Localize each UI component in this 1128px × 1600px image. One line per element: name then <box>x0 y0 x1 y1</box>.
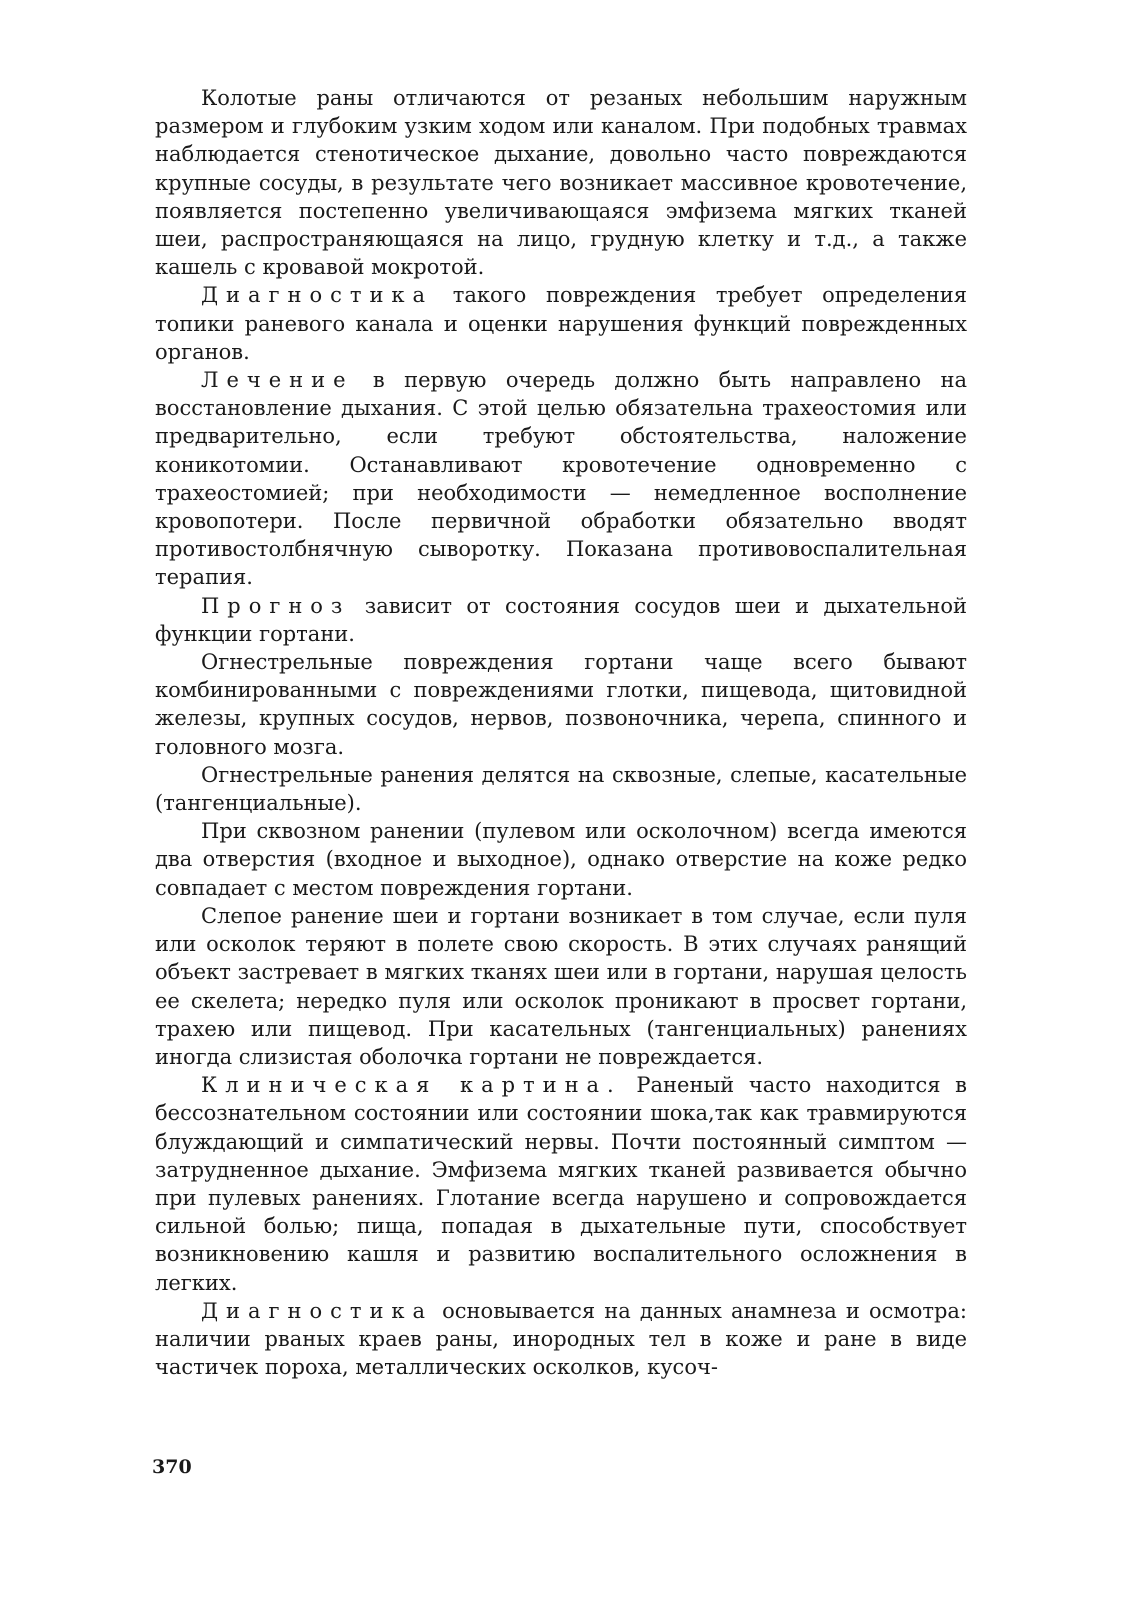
paragraph-text: Раненый часто находится в бессознательном состоянии или состоянии шока,так как травмируются блуждающий и симпатический нервы. Почти постоянный симптом — затрудненное дыхание. Эмфизема мягких тканей развивается обычно при пулевых ранениях. Глотание всегда нарушено и сопровождается сильной болью; пища, попадая в дыхательные пути, способствует возникновению кашля и развитию воспалительного осложнения в легких. <box>155 1073 967 1295</box>
paragraph-text: Слепое ранение шеи и гортани возникает в том случае, если пуля или осколок теряют в полете свою скорость. В этих случаях ранящий объект застревает в мягких тканях шеи или в гортани, нарушая целость ее скелета; нередко пуля или осколок проникают в просвет гортани, трахею или пищевод. При касательных (тангенциальных) ранениях иногда слизистая оболочка гортани не повреждается. <box>155 903 967 1069</box>
paragraph-text: зависит от состояния сосудов шеи и дыхательной функции гортани. <box>155 593 967 646</box>
paragraph-through-wound <box>155 817 967 902</box>
paragraph-text: в первую очередь должно быть направлено на восстановление дыхания. С этой целью обязательна трахеостомия или предварительно, если требуют обстоятельства, наложение коникотомии. Останавливают кровотечение одновременно с трахеостомией; при необходимости — немедленное восполнение кровопотери. После первичной обработки обязательно вводят противостолбнячную сыворотку. Показана противовоспалительная терапия. <box>155 368 967 590</box>
paragraph-diagnostics <box>155 281 967 366</box>
section-lead-prognosis: Прогноз <box>201 593 351 618</box>
paragraph-diagnostics-gunshot <box>155 1297 967 1382</box>
paragraph-gunshot-injuries <box>155 648 967 761</box>
paragraph-text: Колотые раны отличаются от резаных небольшим наружным размером и глубоким узким ходом или каналом. При подобных травмах наблюдается стенотическое дыхание, довольно часто повреждаются крупные сосуды, в результате чего возникает массивное кровотечение, появляется постепенно увеличивающаяся эмфизема мягких тканей шеи, распространяющаяся на лицо, грудную клетку и т.д., а также кашель с кровавой мокротой. <box>155 86 967 280</box>
paragraph-text: основывается на данных анамнеза и осмотра: наличии рваных краев раны, инородных тел в коже и ране в виде частичек пороха, металлических осколков, кусоч- <box>155 1298 967 1380</box>
page-body <box>155 84 967 1381</box>
paragraph-text: При сквозном ранении (пулевом или осколочном) всегда имеются два отверстия (входное и выходное), однако отверстие на коже редко совпадает с местом повреждения гортани. <box>155 819 967 900</box>
paragraph-text: Огнестрельные повреждения гортани чаще всего бывают комбинированными с повреждениями глотки, пищевода, щитовидной железы, крупных сосудов, нервов, позвоночника, черепа, спинного и головного мозга. <box>155 650 967 759</box>
paragraph-prognosis <box>155 592 967 648</box>
section-lead-treatment: Лечение <box>201 368 354 393</box>
paragraph-text: Огнестрельные ранения делятся на сквозные, слепые, касательные (тангенциальные). <box>155 762 967 816</box>
paragraph-clinical-picture <box>155 1071 967 1297</box>
section-lead-diagnostics: Диагностика <box>201 283 434 308</box>
paragraph-gunshot-types <box>155 761 967 817</box>
section-lead-diagnostics: Диагностика <box>201 1298 434 1323</box>
paragraph-treatment <box>155 366 967 592</box>
page-number: 370 <box>152 1456 192 1478</box>
paragraph-stab-wounds <box>155 84 967 281</box>
paragraph-text: такого повреждения требует определения топики раневого канала и оценки нарушения функций поврежденных органов. <box>155 283 967 364</box>
paragraph-blind-wound <box>155 902 967 1071</box>
section-lead-clinical-picture: Клиническая картина. <box>201 1073 622 1098</box>
